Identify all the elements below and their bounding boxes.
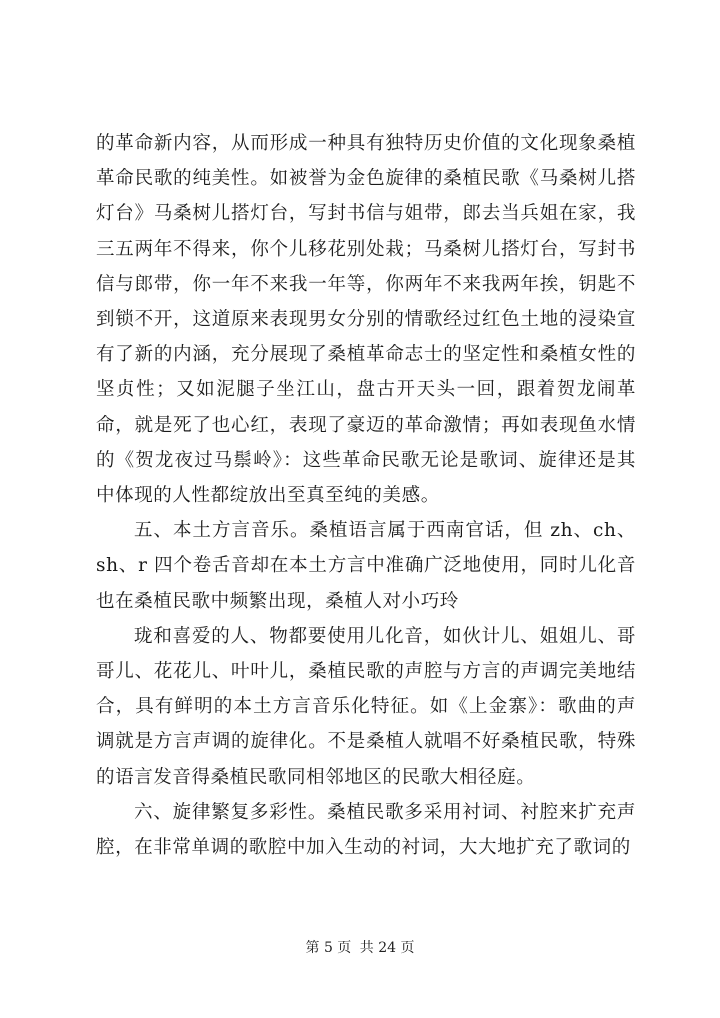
paragraph-revolutionary-songs: 的革命新内容，从而形成一种具有独特历史价值的文化现象桑植革命民歌的纯美性。如被誉为金色旋律的桑植民歌《马桑树儿搭灯台》马桑树儿搭灯台，写封书信与姐带，郎去当兵姐在家，我三五两年不得来，你个儿移花别处栽；马桑树儿搭灯台，写封书信与郎带，你一年不来我一年等，你两年不来我两年挨，钥匙不到锁不开，这道原来表现男女分别的情歌经过红色土地的浸染宣有了新的内涵，充分展现了桑植革命志士的坚定性和桑植女性的坚贞性；又如泥腿子坐江山，盘古开天头一回，跟着贺龙闹革命，就是死了也心红，表现了豪迈的革命激情；再如表现鱼水情的《贺龙夜过马鬃岭》：这些革命民歌无论是歌词、旋律还是其中体现的人性都绽放出至真至纯的美感。 — [96, 133, 636, 507]
paragraph-dialect-music: 五、本土方言音乐。桑植语言属于西南官话，但 zh、ch、sh、r 四个卷舌音却在本土方言中准确广泛地使用，同时儿化音也在桑植民歌中频繁出现，桑植人对小巧玲 — [96, 520, 636, 612]
document-body — [96, 126, 636, 865]
paragraph-erhua-usage: 珑和喜爱的人、物都要使用儿化音，如伙计儿、姐姐儿、哥哥儿、花花儿、叶叶儿，桑植民歌的声腔与方言的声调完美地结合，具有鲜明的本土方言音乐化特征。如《上金寨》：歌曲的声调就是方言声调的旋律化。不是桑植人就唱不好桑植民歌，特殊的语言发音得桑植民歌同相邻地区的民歌大相径庭。 — [96, 625, 636, 788]
paragraph-melody-variety: 六、旋律繁复多彩性。桑植民歌多采用衬词、衬腔来扩充声腔，在非常单调的歌腔中加入生动的衬词，大大地扩充了歌词的 — [96, 801, 636, 859]
page-number: 第 5 页 — [305, 940, 352, 956]
page-footer — [0, 938, 720, 958]
page-total: 共 24 页 — [359, 940, 415, 956]
